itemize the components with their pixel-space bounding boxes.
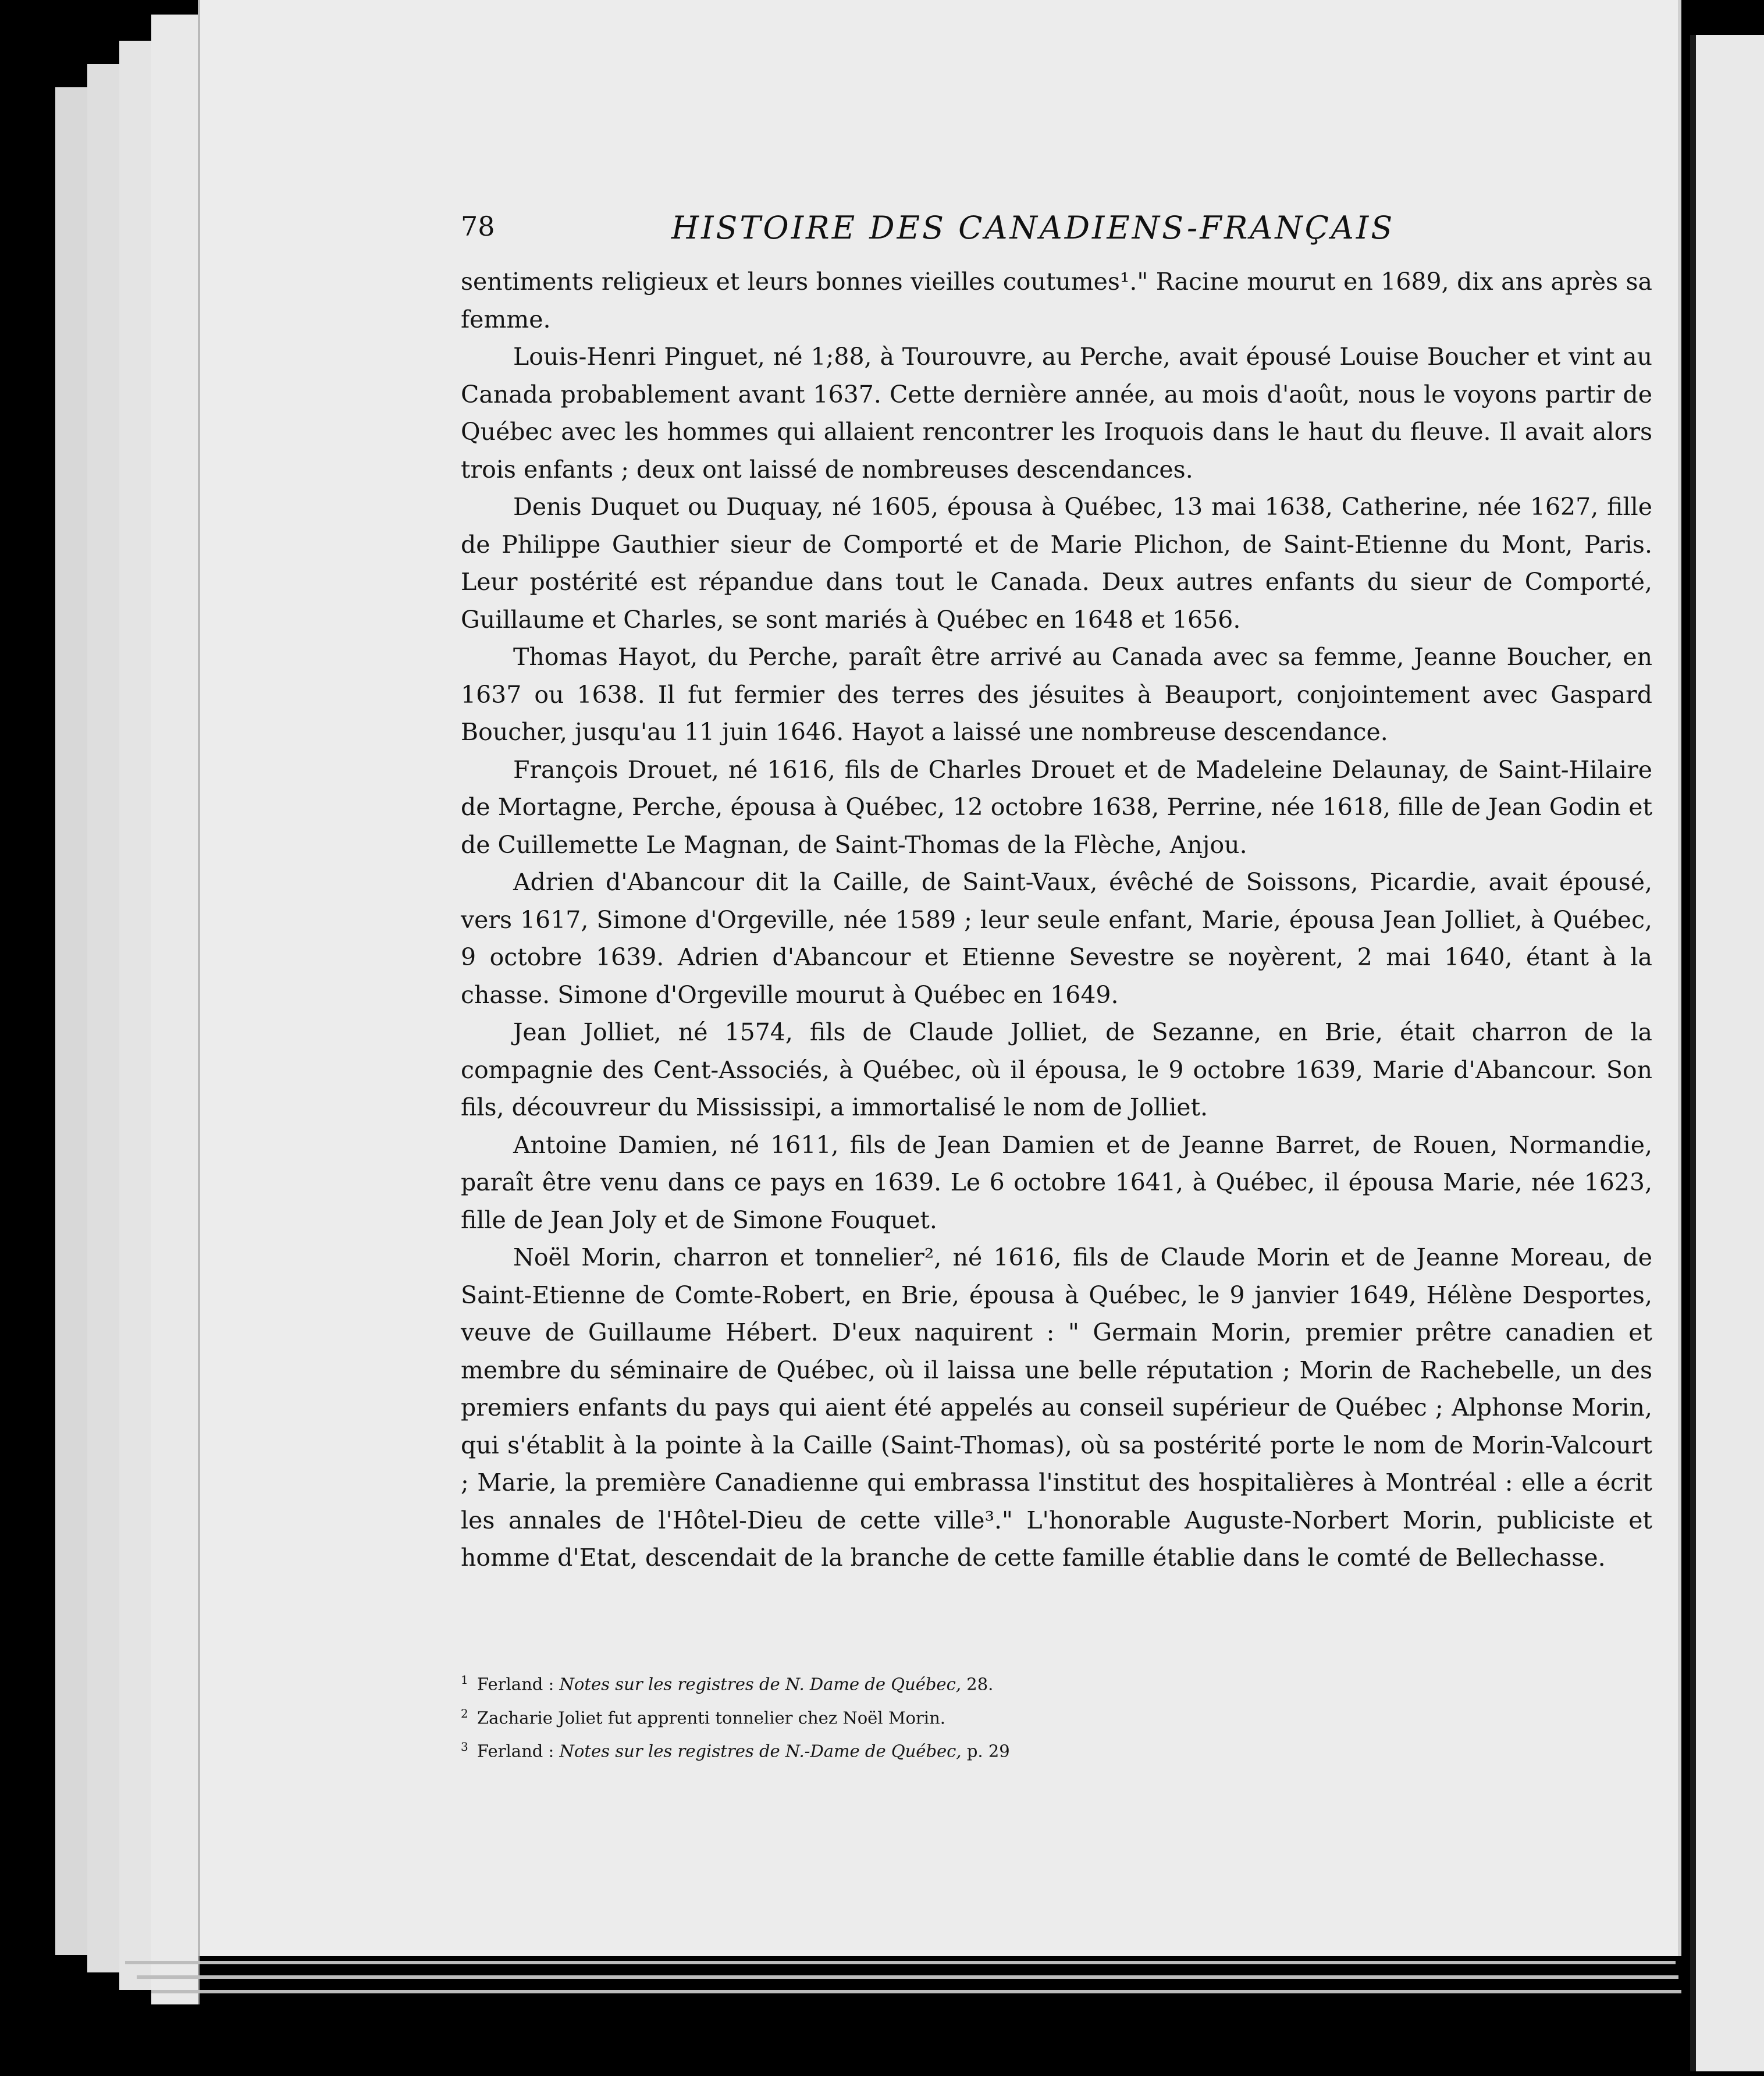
footnote xyxy=(461,1665,1624,1699)
page-header xyxy=(200,204,1678,250)
footnote xyxy=(461,1732,1624,1766)
page-edge-bottom xyxy=(151,1990,1681,1993)
paragraph: Denis Duquet ou Duquay, né 1605, épousa à Québec, 13 mai 1638, Catherine, née 1627, fille de Philippe Gauthier sieur de Comporté et de Marie Plichon, de Saint-Etienne du Mont, Paris. Leur postérité est répandue dans tout le Canada. Deux autres enfants du sieur de Comporté, Guillaume et Charles, se sont mariés à Québec en 1648 et 1656. xyxy=(461,493,1652,634)
footnote-number: 1 xyxy=(461,1673,468,1687)
footnote-title: Notes sur les registres de N.-Dame de Québec, xyxy=(559,1741,962,1761)
running-title: HISTOIRE DES CANADIENS-FRANÇAIS xyxy=(671,209,1395,246)
paragraph: Louis-Henri Pinguet, né 1;88, à Tourouvre, au Perche, avait épousé Louise Boucher et vint au Canada probablement avant 1637. Cette dernière année, au mois d'août, nous le voyons partir de Québec avec les hommes qui allaient rencontrer les Iroquois dans le haut du fleuve. Il avait alors trois enfants ; deux ont laissé de nombreuses descendances. xyxy=(461,343,1652,484)
paragraph: Thomas Hayot, du Perche, paraît être arrivé au Canada avec sa femme, Jeanne Boucher, en 1637 ou 1638. Il fut fermier des terres des jésuites à Beauport, conjointement avec Gaspard Boucher, jusqu'au 11 juin 1646. Hayot a laissé une nombreuse descendance. xyxy=(461,643,1652,746)
footnote-ref: 28. xyxy=(966,1674,994,1694)
paragraph: Jean Jolliet, né 1574, fils de Claude Jolliet, de Sezanne, en Brie, était charron de la compagnie des Cent-Associés, à Québec, où il épousa, le 9 octobre 1639, Marie d'Abancour. Son fils, découvreur du Mississipi, a immortalisé le nom de Jolliet. xyxy=(461,1018,1652,1121)
paragraph: François Drouet, né 1616, fils de Charles Drouet et de Madeleine Delaunay, de Saint-Hilaire de Mortagne, Perche, épousa à Québec, 12 octobre 1638, Perrine, née 1618, fille de Jean Godin et de Cuillemette Le Magnan, de Saint-Thomas de la Flèche, Anjou. xyxy=(461,755,1652,859)
body-text xyxy=(461,263,1652,1577)
page-edge-bottom xyxy=(137,1975,1678,1979)
page-edge xyxy=(55,87,92,1955)
facing-page-edge xyxy=(1690,35,1764,2071)
paragraph: Adrien d'Abancour dit la Caille, de Saint-Vaux, évêché de Soissons, Picardie, avait épousé, vers 1617, Simone d'Orgeville, née 1589 ; leur seule enfant, Marie, épousa Jean Jolliet, à Québec, 9 octobre 1639. Adrien d'Abancour et Etienne Sevestre se noyèrent, 2 mai 1640, étant à la chasse. Simone d'Orgeville mourut à Québec en 1649. xyxy=(461,868,1652,1009)
footnote-number: 2 xyxy=(461,1706,468,1720)
footnote-author: Ferland : xyxy=(476,1674,554,1694)
paragraph: Noël Morin, charron et tonnelier², né 1616, fils de Claude Morin et de Jeanne Moreau, de Saint-Etienne de Comte-Robert, en Brie, épousa à Québec, le 9 janvier 1649, Hélène Desportes, veuve de Guillaume Hébert. D'eux naquirent : " Germain Morin, premier prêtre canadien et membre du séminaire de Québec, où il laissa une belle réputation ; Morin de Rachebelle, un des premiers enfants du pays qui aient été appelés au conseil supérieur de Québec ; Alphonse Morin, qui s'établit à la pointe à la Caille (Saint-Thomas), où sa postérité porte le nom de Morin-Valcourt ; Marie, la première Canadienne qui embrassa l'institut des hospitalières à Montréal : elle a écrit les annales de l'Hôtel-Dieu de cette ville³." L'honorable Auguste-Norbert Morin, publiciste et homme d'Etat, descendait de la branche de cette famille établie dans le comté de Bellechasse. xyxy=(461,1243,1652,1572)
page-number: 78 xyxy=(461,211,495,242)
paragraph: Antoine Damien, né 1611, fils de Jean Damien et de Jeanne Barret, de Rouen, Normandie, paraît être venu dans ce pays en 1639. Le 6 octobre 1641, à Québec, il épousa Marie, née 1623, fille de Jean Joly et de Simone Fouquet. xyxy=(461,1131,1652,1234)
paragraph: sentiments religieux et leurs bonnes vieilles coutumes¹." Racine mourut en 1689, dix ans après sa femme. xyxy=(461,268,1652,333)
book-page xyxy=(198,0,1681,1956)
footnote-ref: p. 29 xyxy=(966,1741,1010,1761)
page-edge-bottom xyxy=(125,1961,1676,1964)
footnote-number: 3 xyxy=(461,1740,468,1754)
page-edge xyxy=(119,41,156,1990)
page-edge xyxy=(151,15,200,2004)
footnotes xyxy=(461,1665,1624,1766)
footnote xyxy=(461,1699,1624,1733)
footnote-text: Zacharie Joliet fut apprenti tonnelier chez Noël Morin. xyxy=(476,1708,946,1728)
footnote-title: Notes sur les registres de N. Dame de Québec, xyxy=(559,1674,962,1694)
page-edge xyxy=(87,64,124,1972)
footnote-author: Ferland : xyxy=(476,1741,554,1761)
